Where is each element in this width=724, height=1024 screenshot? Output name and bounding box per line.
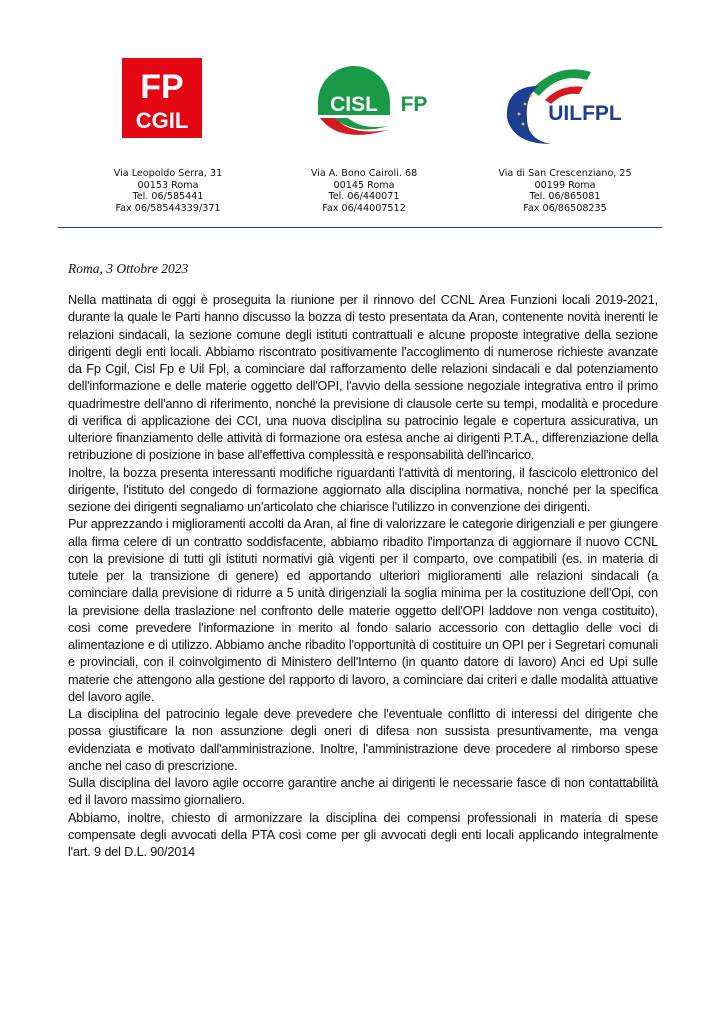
- address-block-fp-cgil: [68, 168, 268, 214]
- body-paragraph: La disciplina del patrocinio legale deve prevedere che l'eventuale conflitto di interessi del dirigente che possa giustificare la non assunzione degli oneri di difesa non sussista presuntivamente, ma venga evidenziata e motivato dall'amministrazione. Inoltre, l'amministrazione deve procedere al rimborso spese anche nel caso di prescrizione.: [68, 707, 658, 773]
- fp-cgil-logo-line2: CGIL: [135, 108, 189, 133]
- uil-fpl-logo-text: UILFPL: [548, 102, 622, 125]
- address-city: 00199 Roma: [534, 179, 596, 191]
- address-tel: Tel. 06/440071: [328, 191, 400, 203]
- document-date: Roma, 3 Ottobre 2023: [68, 261, 189, 276]
- address-street: Via Leopoldo Serra, 31: [113, 168, 223, 179]
- address-street: Via di San Crescenziano, 25: [498, 168, 632, 179]
- address-city: 00145 Roma: [333, 179, 395, 191]
- address-tel: Tel. 06/585441: [132, 191, 204, 203]
- cisl-fp-logo-line1: CISL: [330, 93, 378, 116]
- body-paragraph: Pur apprezzando i miglioramenti accolti da Aran, al fine di valorizzare le categorie dirigenziali e per giungere alla firma celere di un contratto soddisfacente, abbiamo ribadito l'importanza di aggiornare il nuovo CCNL con la previsione di tutti gli istituti normativi già vigenti per il comparto, ove compatibili (es. in materia di tutele per la transizione di genere) ed apportando ulteriori miglioramenti alle relazioni sindacali (a cominciare dalla previsione di ridurre a 5 unità dirigenziali la soglia minima per la costituzione dell'Opi, con la previsione della traslazione nel confronto delle materie oggetto dell'OPI laddove non venga costituito), così come prevedere l'informazione in merito al fondo salario accessorio con dettaglio delle voci di alimentazione e di utilizzo. Abbiamo anche ribadito l'opportunità di costituire un OPI per i Segretari comunali e provinciali, con il coinvolgimento di Ministero dell'Interno (in quanto datore di lavoro) Anci ed Upi sulle materie che attengono alla gestione del rapporto di lavoro, a cominciare dai criteri e dalle modalità attuative del lavoro agile.: [68, 517, 658, 704]
- address-block-cisl-fp: [264, 168, 464, 214]
- cisl-fp-logo: [310, 60, 440, 145]
- address-fax: Fax 06/86508235: [523, 202, 607, 214]
- address-fax: Fax 06/44007512: [322, 202, 406, 214]
- cisl-fp-logo-line2: FP: [400, 93, 428, 116]
- address-block-uil-fpl: [465, 168, 665, 214]
- document-body: [68, 292, 658, 861]
- body-paragraph: Inoltre, la bozza presenta interessanti modifiche riguardanti l'attività di mentoring, il fascicolo elettronico del dirigente, l'istituto del congedo di formazione aggiornato alla disciplina normativa, nonché per la specifica sezione dei dirigenti segnaliamo un'articolato che chiarisce l'utilizzo in convenzione dei dirigenti.: [68, 465, 658, 514]
- address-tel: Tel. 06/865081: [529, 191, 601, 203]
- header-divider: [58, 227, 662, 228]
- fp-cgil-logo-line1: FP: [140, 68, 184, 106]
- address-street: Via A. Bono Cairoli. 68: [310, 168, 418, 179]
- body-paragraph: Sulla disciplina del lavoro agile occorre garantire anche ai dirigenti le necessarie fasce di non contattabilità ed il lavoro massimo giornaliero.: [68, 776, 658, 808]
- address-fax: Fax 06/58544339/371: [115, 202, 221, 214]
- body-paragraph: Abbiamo, inoltre, chiesto di armonizzare la disciplina dei compensi professionali in materia di spese compensate degli avvocati della PTA così come per gli avvocati degli enti locali applicando integralmente l'art. 9 del D.L. 90/2014: [68, 810, 658, 859]
- address-city: 00153 Roma: [137, 179, 199, 191]
- uil-fpl-logo: [503, 60, 633, 150]
- fp-cgil-logo: [122, 58, 202, 138]
- body-paragraph: Nella mattinata di oggi è proseguita la riunione per il rinnovo del CCNL Area Funzioni locali 2019-2021, durante la quale le Parti hanno discusso la bozza di testo presentata da Aran, contenente novità inerenti le relazioni sindacali, la sezione comune degli istituti contrattuali e alcune proposte integrative della sezione dirigenti degli enti locali. Abbiamo riscontrato positivamente l'accoglimento di numerose richieste avanzate da Fp Cgil, Cisl Fp e Uil Fpl, a cominciare dal rafforzamento delle relazioni sindacali e dal potenziamento dell'informazione e delle materie oggetto dell'OPI, l'avvio della sessione negoziale integrativa entro il primo quadrimestre dell'anno di riferimento, nonché la previsione di clausole certe su tempi, modalità e procedure di verifica di applicazione dei CCI, una nuova disciplina su patrocinio legale e copertura assicurativa, un ulteriore finanziamento delle attività di formazione ora estesa anche ai dirigenti P.T.A., differenziazione della retribuzione di posizione in base all'effettiva complessità e responsabilità dell'incarico.: [68, 293, 658, 463]
